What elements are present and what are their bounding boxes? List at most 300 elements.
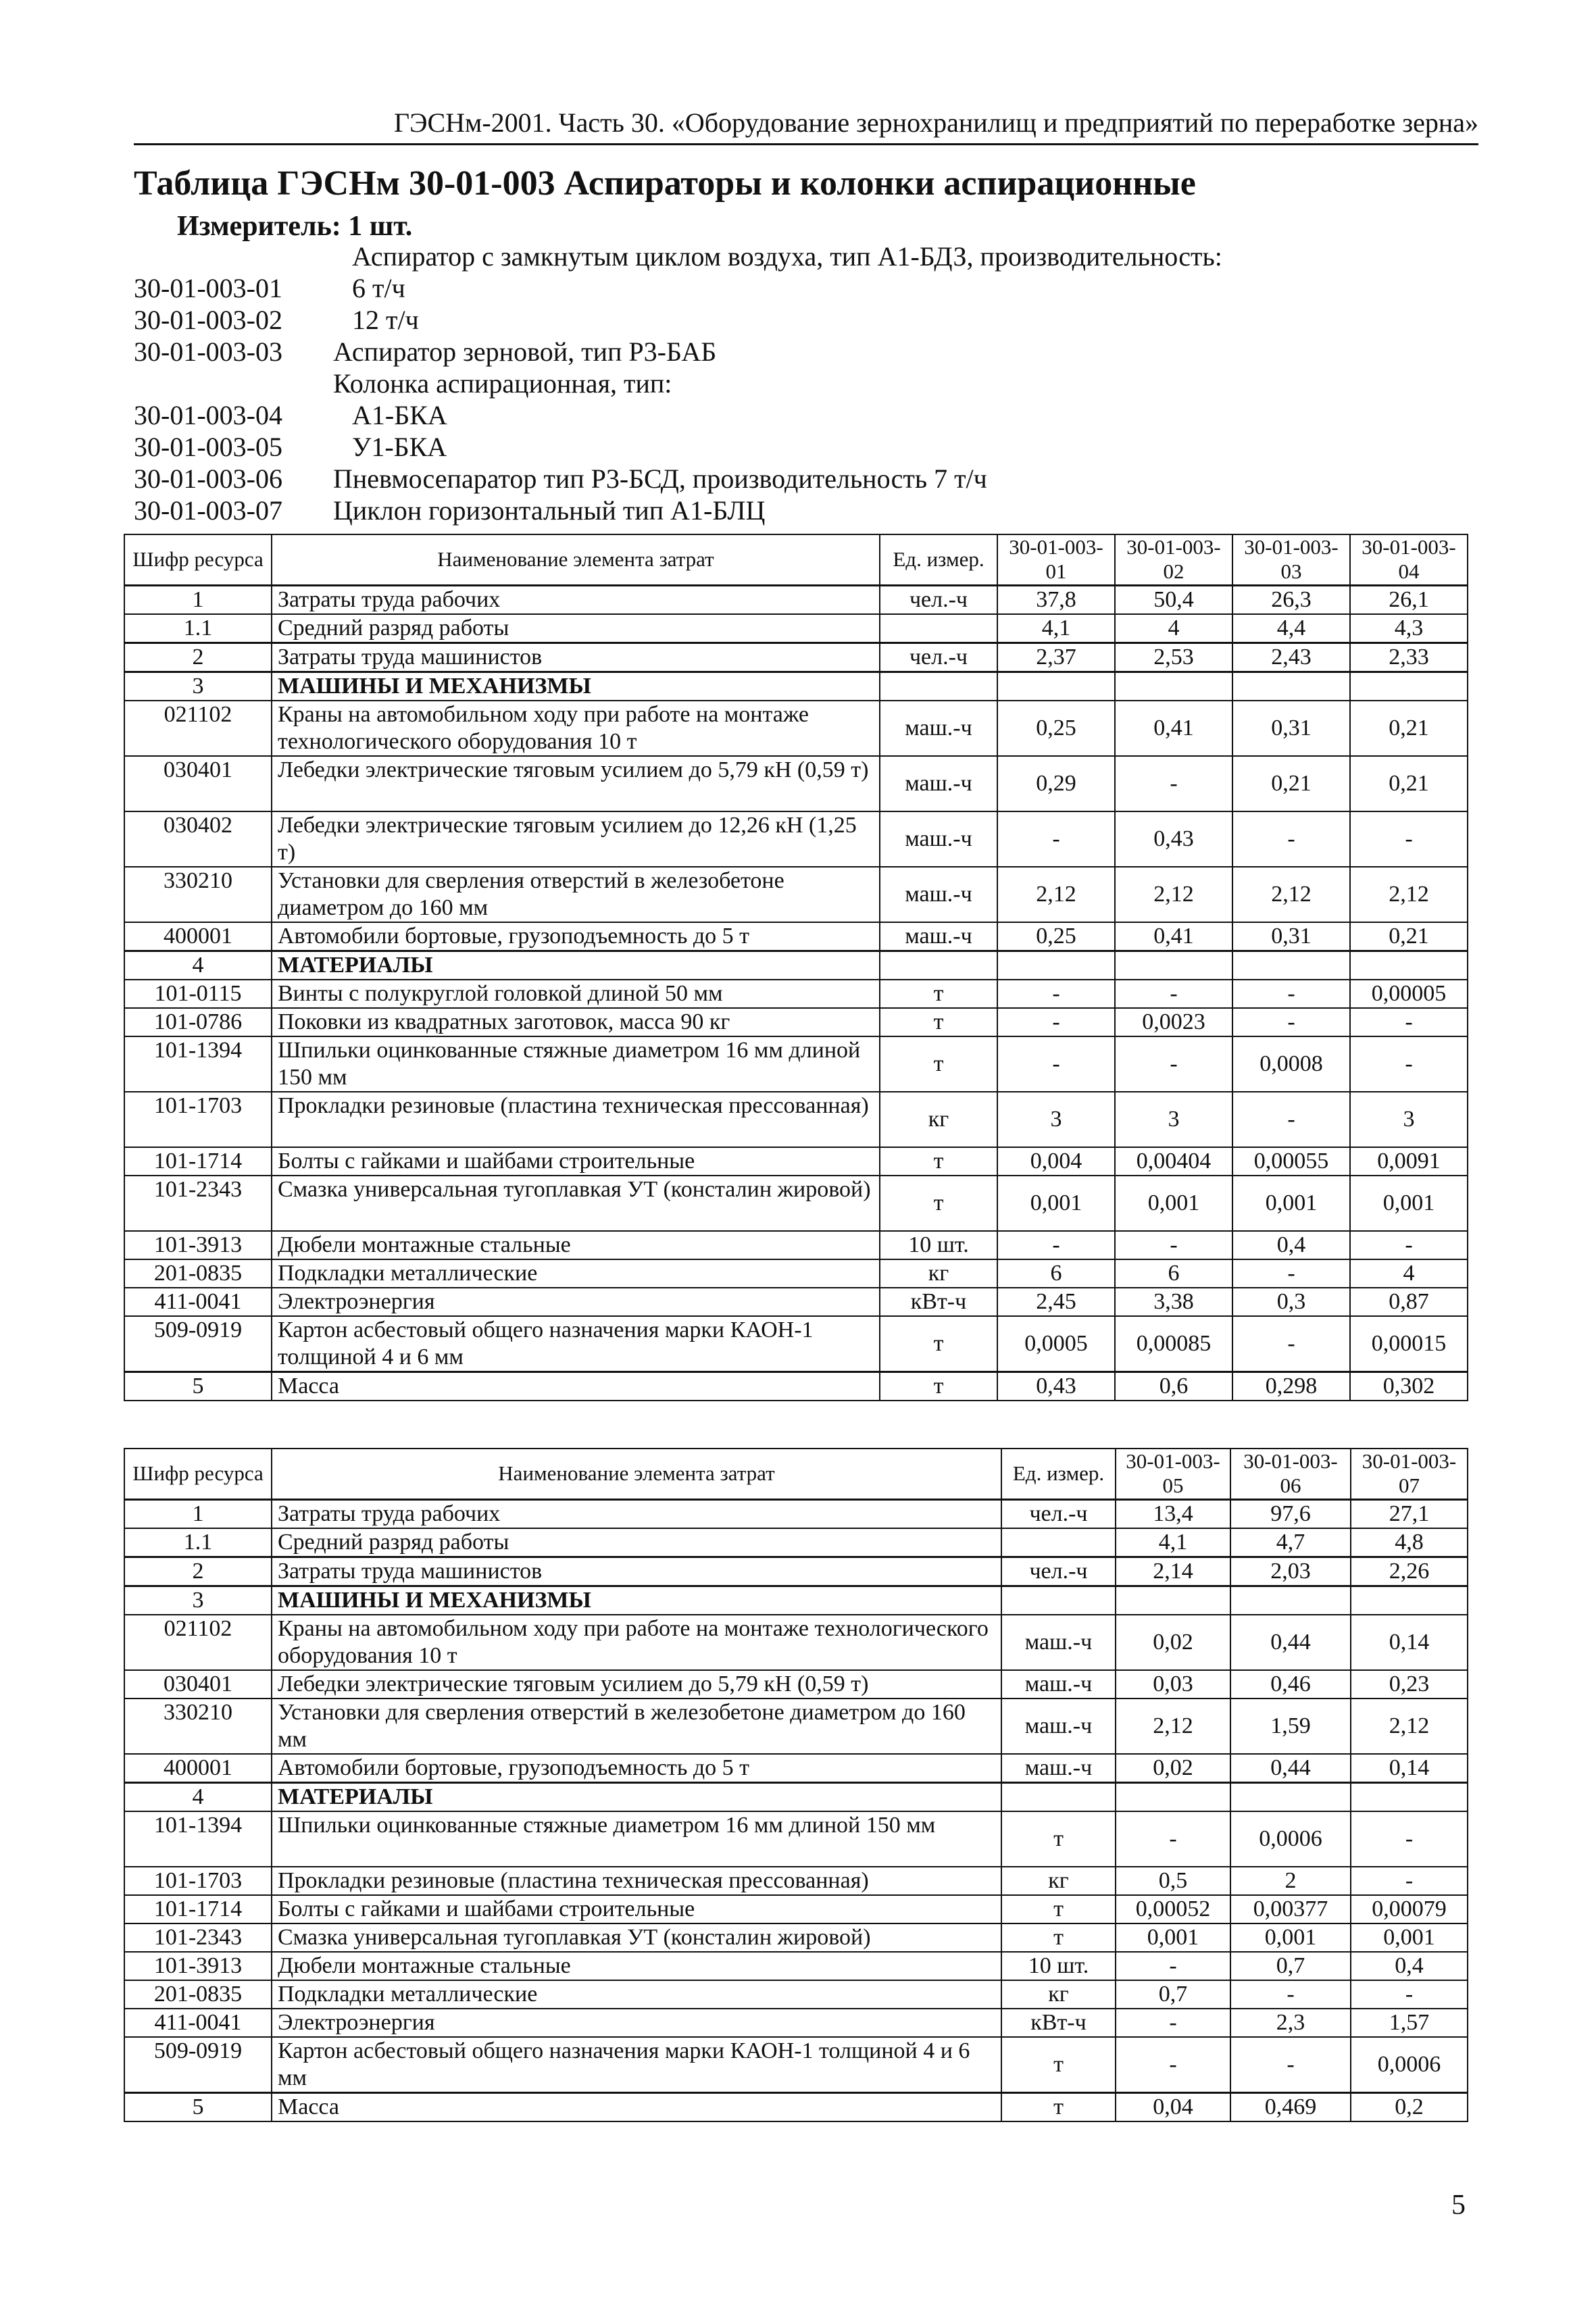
resource-code-cell: 2 xyxy=(124,1557,272,1586)
value-cell: - xyxy=(1350,1008,1468,1036)
cost-element-name-cell: Смазка универсальная тугоплавкая УТ (консталин жировой) xyxy=(272,1923,1001,1952)
value-cell: 0,4 xyxy=(1232,1231,1350,1259)
value-cell: 6 xyxy=(1115,1259,1232,1288)
table-row xyxy=(124,1895,1468,1923)
unit-cell xyxy=(1001,1528,1116,1557)
unit-cell: 10 шт. xyxy=(880,1231,997,1259)
table-row xyxy=(124,1036,1468,1092)
value-cell: 4,1 xyxy=(997,614,1115,643)
definition-code: 30-01-003-06 xyxy=(134,463,282,494)
value-cell xyxy=(1232,951,1350,980)
value-cell: - xyxy=(997,1008,1115,1036)
cost-element-name-cell: Болты с гайками и шайбами строительные xyxy=(272,1147,880,1176)
value-cell: 0,469 xyxy=(1230,2092,1351,2121)
value-cell: 0,02 xyxy=(1116,1754,1230,1783)
unit-cell: т xyxy=(880,980,997,1008)
value-cell xyxy=(1116,1586,1230,1615)
column-header: 30-01-003-01 xyxy=(997,534,1115,585)
value-cell: 97,6 xyxy=(1230,1499,1351,1528)
resource-table-2 xyxy=(124,1448,1468,2122)
unit-cell xyxy=(880,951,997,980)
cost-element-name-cell: Прокладки резиновые (пластина техническая прессованная) xyxy=(272,1867,1001,1895)
value-cell: 26,1 xyxy=(1350,585,1468,614)
definition-row xyxy=(134,241,1478,272)
value-cell: 50,4 xyxy=(1115,585,1232,614)
table-row xyxy=(124,1372,1468,1401)
unit-cell xyxy=(880,614,997,643)
cost-element-name-cell: Затраты труда рабочих xyxy=(272,1499,1001,1528)
value-cell: 0,0006 xyxy=(1230,1811,1351,1867)
value-cell: 4,3 xyxy=(1350,614,1468,643)
resource-code-cell: 5 xyxy=(124,1372,272,1401)
cost-element-name-cell: Лебедки электрические тяговым усилием до 5,79 кН (0,59 т) xyxy=(272,1670,1001,1699)
value-cell: 3 xyxy=(1350,1092,1468,1147)
column-header: Ед. измер. xyxy=(1001,1449,1116,1499)
resource-code-cell: 101-2343 xyxy=(124,1923,272,1952)
cost-element-name-cell: Электроэнергия xyxy=(272,1288,880,1316)
resource-code-cell: 101-3913 xyxy=(124,1231,272,1259)
resource-code-cell: 1.1 xyxy=(124,1528,272,1557)
cost-element-name-cell: Автомобили бортовые, грузоподъемность до 5 т xyxy=(272,922,880,951)
value-cell: 0,25 xyxy=(997,701,1115,756)
table-row xyxy=(124,1092,1468,1147)
unit-cell: маш.-ч xyxy=(1001,1699,1116,1754)
cost-element-name-cell: Подкладки металлические xyxy=(272,1980,1001,2009)
value-cell: - xyxy=(1232,1259,1350,1288)
definition-row xyxy=(134,495,1478,526)
definition-text: 12 т/ч xyxy=(352,305,419,335)
value-cell: - xyxy=(1230,2037,1351,2093)
value-cell: 0,03 xyxy=(1116,1670,1230,1699)
resource-code-cell: 030401 xyxy=(124,1670,272,1699)
cost-element-name-cell: МАШИНЫ И МЕХАНИЗМЫ xyxy=(272,1586,1001,1615)
value-cell: - xyxy=(1116,2037,1230,2093)
resource-code-cell: 030402 xyxy=(124,811,272,867)
header-rule xyxy=(134,143,1478,145)
unit-cell: кг xyxy=(880,1259,997,1288)
value-cell: 0,3 xyxy=(1232,1288,1350,1316)
value-cell: 2,26 xyxy=(1351,1557,1468,1586)
resource-code-cell: 101-3913 xyxy=(124,1952,272,1980)
value-cell: 4,7 xyxy=(1230,1528,1351,1557)
value-cell: 2 xyxy=(1230,1867,1351,1895)
value-cell: 2,45 xyxy=(997,1288,1115,1316)
value-cell: 0,23 xyxy=(1351,1670,1468,1699)
value-cell: 0,0023 xyxy=(1115,1008,1232,1036)
table-row xyxy=(124,1923,1468,1952)
value-cell: 0,00404 xyxy=(1115,1147,1232,1176)
resource-code-cell: 021102 xyxy=(124,701,272,756)
table-row xyxy=(124,756,1468,811)
value-cell xyxy=(1115,951,1232,980)
value-cell: 0,298 xyxy=(1232,1372,1350,1401)
value-cell: - xyxy=(1232,1092,1350,1147)
value-cell: 0,0091 xyxy=(1350,1147,1468,1176)
definition-row xyxy=(134,304,1478,336)
column-header: 30-01-003-02 xyxy=(1115,534,1232,585)
value-cell: 0,7 xyxy=(1116,1980,1230,2009)
value-cell: - xyxy=(997,811,1115,867)
definition-text: Пневмосепаратор тип Р3-БСД, производительность 7 т/ч xyxy=(333,463,987,494)
definition-code: 30-01-003-01 xyxy=(134,273,282,303)
value-cell: 2,12 xyxy=(1115,867,1232,922)
column-header: 30-01-003-05 xyxy=(1116,1449,1230,1499)
value-cell: 0,004 xyxy=(997,1147,1115,1176)
value-cell: 6 xyxy=(997,1259,1115,1288)
column-header: 30-01-003-06 xyxy=(1230,1449,1351,1499)
unit-cell xyxy=(1001,1782,1116,1811)
page-title: Таблица ГЭСНм 30-01-003 Аспираторы и колонки аспирационные xyxy=(134,164,1196,203)
cost-element-name-cell: Лебедки электрические тяговым усилием до 12,26 кН (1,25 т) xyxy=(272,811,880,867)
resource-code-cell: 101-1714 xyxy=(124,1895,272,1923)
value-cell: 0,43 xyxy=(1115,811,1232,867)
value-cell: - xyxy=(1351,1811,1468,1867)
value-cell: 2,12 xyxy=(1232,867,1350,922)
table-row xyxy=(124,1231,1468,1259)
value-cell: 26,3 xyxy=(1232,585,1350,614)
resource-code-cell: 1.1 xyxy=(124,614,272,643)
value-cell: - xyxy=(1232,980,1350,1008)
unit-cell: 10 шт. xyxy=(1001,1952,1116,1980)
unit-cell: маш.-ч xyxy=(1001,1754,1116,1783)
definition-row xyxy=(134,431,1478,463)
value-cell: 0,00079 xyxy=(1351,1895,1468,1923)
resource-code-cell: 1 xyxy=(124,1499,272,1528)
value-cell: 0,87 xyxy=(1350,1288,1468,1316)
unit-cell: т xyxy=(1001,1895,1116,1923)
resource-code-cell: 101-1703 xyxy=(124,1092,272,1147)
value-cell: 0,14 xyxy=(1351,1615,1468,1670)
table-row xyxy=(124,643,1468,672)
definition-code: 30-01-003-02 xyxy=(134,305,282,335)
value-cell: 0,00055 xyxy=(1232,1147,1350,1176)
value-cell: 0,31 xyxy=(1232,922,1350,951)
table-row xyxy=(124,614,1468,643)
cost-element-name-cell: Дюбели монтажные стальные xyxy=(272,1231,880,1259)
unit-cell: маш.-ч xyxy=(880,756,997,811)
unit-cell: кг xyxy=(880,1092,997,1147)
resource-code-cell: 3 xyxy=(124,1586,272,1615)
cost-element-name-cell: Винты с полукруглой головкой длиной 50 мм xyxy=(272,980,880,1008)
table-row xyxy=(124,1316,1468,1372)
column-header: 30-01-003-03 xyxy=(1232,534,1350,585)
cost-element-name-cell: Средний разряд работы xyxy=(272,614,880,643)
column-header: Наименование элемента затрат xyxy=(272,534,880,585)
value-cell: 2,14 xyxy=(1116,1557,1230,1586)
unit-cell: т xyxy=(880,1147,997,1176)
cost-element-name-cell: Лебедки электрические тяговым усилием до 5,79 кН (0,59 т) xyxy=(272,756,880,811)
value-cell: 4,8 xyxy=(1351,1528,1468,1557)
cost-element-name-cell: Средний разряд работы xyxy=(272,1528,1001,1557)
table-row xyxy=(124,951,1468,980)
resource-code-cell: 3 xyxy=(124,672,272,701)
value-cell: 0,21 xyxy=(1350,922,1468,951)
cost-element-name-cell: Подкладки металлические xyxy=(272,1259,880,1288)
definition-code xyxy=(134,241,333,272)
definition-code: 30-01-003-03 xyxy=(134,336,282,367)
page-number: 5 xyxy=(1451,2190,1466,2221)
value-cell: - xyxy=(997,980,1115,1008)
resource-code-cell: 330210 xyxy=(124,1699,272,1754)
value-cell xyxy=(1351,1586,1468,1615)
value-cell: - xyxy=(1232,1316,1350,1372)
value-cell: 0,5 xyxy=(1116,1867,1230,1895)
unit-cell: т xyxy=(1001,1923,1116,1952)
running-header: ГЭСНм-2001. Часть 30. «Оборудование зернохранилищ и предприятий по переработке зерна» xyxy=(393,107,1478,138)
table-row xyxy=(124,2092,1468,2121)
cost-element-name-cell: Электроэнергия xyxy=(272,2009,1001,2037)
value-cell: 0,00085 xyxy=(1115,1316,1232,1372)
value-cell: 0,001 xyxy=(1115,1176,1232,1231)
cost-element-name-cell: Затраты труда машинистов xyxy=(272,1557,1001,1586)
table-row xyxy=(124,2009,1468,2037)
unit-cell: т xyxy=(880,1316,997,1372)
unit-cell: маш.-ч xyxy=(1001,1670,1116,1699)
cost-element-name-cell: Болты с гайками и шайбами строительные xyxy=(272,1895,1001,1923)
resource-code-cell: 101-1394 xyxy=(124,1036,272,1092)
cost-element-name-cell: Автомобили бортовые, грузоподъемность до 5 т xyxy=(272,1754,1001,1783)
value-cell: 2,12 xyxy=(1351,1699,1468,1754)
value-cell xyxy=(1232,672,1350,701)
value-cell: 4 xyxy=(1350,1259,1468,1288)
cost-element-name-cell: Картон асбестовый общего назначения марки КАОН-1 толщиной 4 и 6 мм xyxy=(272,2037,1001,2093)
value-cell: - xyxy=(1230,1980,1351,2009)
unit-cell: маш.-ч xyxy=(880,811,997,867)
value-cell: 0,6 xyxy=(1115,1372,1232,1401)
definition-text: Колонка аспирационная, тип: xyxy=(333,368,672,399)
value-cell xyxy=(1351,1782,1468,1811)
table-row xyxy=(124,1586,1468,1615)
table-row xyxy=(124,1670,1468,1699)
value-cell: - xyxy=(1116,1811,1230,1867)
value-cell xyxy=(997,951,1115,980)
definition-text: Аспиратор зерновой, тип Р3-БАБ xyxy=(333,336,717,367)
value-cell: - xyxy=(1350,811,1468,867)
cost-element-name-cell: Затраты труда рабочих xyxy=(272,585,880,614)
value-cell: 0,04 xyxy=(1116,2092,1230,2121)
value-cell: 4 xyxy=(1115,614,1232,643)
value-cell: 0,302 xyxy=(1350,1372,1468,1401)
value-cell: 0,001 xyxy=(1232,1176,1350,1231)
resource-code-cell: 101-0786 xyxy=(124,1008,272,1036)
definitions-list xyxy=(134,241,1478,526)
value-cell: 2,12 xyxy=(997,867,1115,922)
resource-code-cell: 411-0041 xyxy=(124,2009,272,2037)
value-cell: 2,3 xyxy=(1230,2009,1351,2037)
value-cell: 4,4 xyxy=(1232,614,1350,643)
cost-element-name-cell: Смазка универсальная тугоплавкая УТ (консталин жировой) xyxy=(272,1176,880,1231)
unit-cell: т xyxy=(880,1008,997,1036)
value-cell: 0,001 xyxy=(997,1176,1115,1231)
value-cell: 1,59 xyxy=(1230,1699,1351,1754)
definition-code: 30-01-003-07 xyxy=(134,495,282,526)
value-cell: - xyxy=(1115,756,1232,811)
table-row xyxy=(124,1499,1468,1528)
definition-row xyxy=(134,399,1478,431)
value-cell: 3,38 xyxy=(1115,1288,1232,1316)
cost-element-name-cell: Масса xyxy=(272,1372,880,1401)
cost-element-name-cell: Шпильки оцинкованные стяжные диаметром 16 мм длиной 150 мм xyxy=(272,1036,880,1092)
cost-element-name-cell: Масса xyxy=(272,2092,1001,2121)
value-cell: 0,00005 xyxy=(1350,980,1468,1008)
unit-cell: маш.-ч xyxy=(1001,1615,1116,1670)
unit-cell: т xyxy=(1001,2092,1116,2121)
unit-cell: кг xyxy=(1001,1980,1116,2009)
cost-element-name-cell: Затраты труда машинистов xyxy=(272,643,880,672)
cost-element-name-cell: Прокладки резиновые (пластина техническая прессованная) xyxy=(272,1092,880,1147)
value-cell: 3 xyxy=(1115,1092,1232,1147)
unit-cell: чел.-ч xyxy=(1001,1499,1116,1528)
table-row xyxy=(124,980,1468,1008)
value-cell: 0,001 xyxy=(1116,1923,1230,1952)
value-cell xyxy=(1350,951,1468,980)
resource-code-cell: 1 xyxy=(124,585,272,614)
unit-cell: кВт-ч xyxy=(1001,2009,1116,2037)
table-row xyxy=(124,1615,1468,1670)
value-cell: - xyxy=(1115,980,1232,1008)
value-cell: - xyxy=(1232,811,1350,867)
cost-element-name-cell: Установки для сверления отверстий в железобетоне диаметром до 160 мм xyxy=(272,867,880,922)
value-cell: 0,001 xyxy=(1350,1176,1468,1231)
table-row xyxy=(124,867,1468,922)
value-cell: 0,4 xyxy=(1351,1952,1468,1980)
value-cell: 0,001 xyxy=(1351,1923,1468,1952)
resource-code-cell: 021102 xyxy=(124,1615,272,1670)
value-cell: 0,25 xyxy=(997,922,1115,951)
value-cell xyxy=(1230,1782,1351,1811)
value-cell: - xyxy=(1350,1231,1468,1259)
resource-code-cell: 5 xyxy=(124,2092,272,2121)
unit-cell: т xyxy=(1001,2037,1116,2093)
definition-code: 30-01-003-04 xyxy=(134,400,282,430)
value-cell: - xyxy=(1115,1231,1232,1259)
value-cell: 0,43 xyxy=(997,1372,1115,1401)
cost-element-name-cell: Установки для сверления отверстий в железобетоне диаметром до 160 мм xyxy=(272,1699,1001,1754)
definition-text: У1-БКА xyxy=(352,432,447,462)
cost-element-name-cell: Дюбели монтажные стальные xyxy=(272,1952,1001,1980)
cost-element-name-cell: МАТЕРИАЛЫ xyxy=(272,1782,1001,1811)
value-cell: - xyxy=(1116,1952,1230,1980)
value-cell: 0,02 xyxy=(1116,1615,1230,1670)
definition-text: А1-БКА xyxy=(352,400,447,430)
value-cell xyxy=(1116,1782,1230,1811)
resource-code-cell: 2 xyxy=(124,643,272,672)
value-cell: - xyxy=(1115,1036,1232,1092)
value-cell: 0,2 xyxy=(1351,2092,1468,2121)
unit-cell: т xyxy=(880,1036,997,1092)
unit-cell xyxy=(1001,1586,1116,1615)
value-cell: 0,21 xyxy=(1232,756,1350,811)
table-row xyxy=(124,2037,1468,2093)
table-row xyxy=(124,1699,1468,1754)
value-cell: 2,43 xyxy=(1232,643,1350,672)
value-cell xyxy=(997,672,1115,701)
table-row xyxy=(124,1528,1468,1557)
resource-code-cell: 4 xyxy=(124,1782,272,1811)
table-row xyxy=(124,1782,1468,1811)
value-cell: 0,46 xyxy=(1230,1670,1351,1699)
value-cell: 1,57 xyxy=(1351,2009,1468,2037)
unit-cell: маш.-ч xyxy=(880,701,997,756)
table-row xyxy=(124,1557,1468,1586)
value-cell: 0,21 xyxy=(1350,701,1468,756)
value-cell: 0,001 xyxy=(1230,1923,1351,1952)
value-cell: 0,31 xyxy=(1232,701,1350,756)
cost-element-name-cell: Картон асбестовый общего назначения марки КАОН-1 толщиной 4 и 6 мм xyxy=(272,1316,880,1372)
value-cell: 4,1 xyxy=(1116,1528,1230,1557)
resource-code-cell: 101-2343 xyxy=(124,1176,272,1231)
value-cell: 0,0005 xyxy=(997,1316,1115,1372)
value-cell: 2,33 xyxy=(1350,643,1468,672)
column-header: Шифр ресурса xyxy=(124,1449,272,1499)
table-row xyxy=(124,672,1468,701)
table-row xyxy=(124,1811,1468,1867)
resource-code-cell: 509-0919 xyxy=(124,2037,272,2093)
value-cell: 2,03 xyxy=(1230,1557,1351,1586)
resource-code-cell: 4 xyxy=(124,951,272,980)
value-cell: - xyxy=(1351,1980,1468,2009)
resource-code-cell: 030401 xyxy=(124,756,272,811)
definition-row xyxy=(134,368,1478,399)
table-row xyxy=(124,1259,1468,1288)
resource-code-cell: 400001 xyxy=(124,1754,272,1783)
table-row xyxy=(124,1867,1468,1895)
definition-row xyxy=(134,272,1478,304)
value-cell: 3 xyxy=(997,1092,1115,1147)
unit-cell: чел.-ч xyxy=(880,585,997,614)
definition-row xyxy=(134,336,1478,368)
value-cell: 0,00015 xyxy=(1350,1316,1468,1372)
value-cell: 2,37 xyxy=(997,643,1115,672)
unit-cell: маш.-ч xyxy=(880,922,997,951)
table-row xyxy=(124,1754,1468,1783)
value-cell: 0,0008 xyxy=(1232,1036,1350,1092)
value-cell: 37,8 xyxy=(997,585,1115,614)
value-cell: 0,44 xyxy=(1230,1754,1351,1783)
column-header: 30-01-003-07 xyxy=(1351,1449,1468,1499)
value-cell: 27,1 xyxy=(1351,1499,1468,1528)
unit-cell: т xyxy=(1001,1811,1116,1867)
value-cell: 2,53 xyxy=(1115,643,1232,672)
unit-cell xyxy=(880,672,997,701)
value-cell: 0,14 xyxy=(1351,1754,1468,1783)
cost-element-name-cell: МАТЕРИАЛЫ xyxy=(272,951,880,980)
resource-code-cell: 101-1714 xyxy=(124,1147,272,1176)
value-cell: 0,21 xyxy=(1350,756,1468,811)
value-cell: - xyxy=(1351,1867,1468,1895)
cost-element-name-cell: Краны на автомобильном ходу при работе на монтаже технологического оборудования 10 т xyxy=(272,701,880,756)
unit-cell: чел.-ч xyxy=(1001,1557,1116,1586)
cost-element-name-cell: Краны на автомобильном ходу при работе на монтаже технологического оборудования 10 т xyxy=(272,1615,1001,1670)
value-cell: 0,41 xyxy=(1115,701,1232,756)
definition-text: Аспиратор с замкнутым циклом воздуха, тип А1-БДЗ, производительность: xyxy=(352,241,1222,272)
value-cell: 0,44 xyxy=(1230,1615,1351,1670)
value-cell: - xyxy=(997,1036,1115,1092)
value-cell: 0,00052 xyxy=(1116,1895,1230,1923)
value-cell: 0,7 xyxy=(1230,1952,1351,1980)
column-header: Наименование элемента затрат xyxy=(272,1449,1001,1499)
cost-element-name-cell: Поковки из квадратных заготовок, масса 90 кг xyxy=(272,1008,880,1036)
resource-code-cell: 101-0115 xyxy=(124,980,272,1008)
value-cell: 0,41 xyxy=(1115,922,1232,951)
column-header: Шифр ресурса xyxy=(124,534,272,585)
resource-code-cell: 201-0835 xyxy=(124,1259,272,1288)
unit-cell: т xyxy=(880,1176,997,1231)
value-cell: - xyxy=(997,1231,1115,1259)
cost-element-name-cell: Шпильки оцинкованные стяжные диаметром 16 мм длиной 150 мм xyxy=(272,1811,1001,1867)
unit-cell: чел.-ч xyxy=(880,643,997,672)
value-cell: - xyxy=(1350,1036,1468,1092)
